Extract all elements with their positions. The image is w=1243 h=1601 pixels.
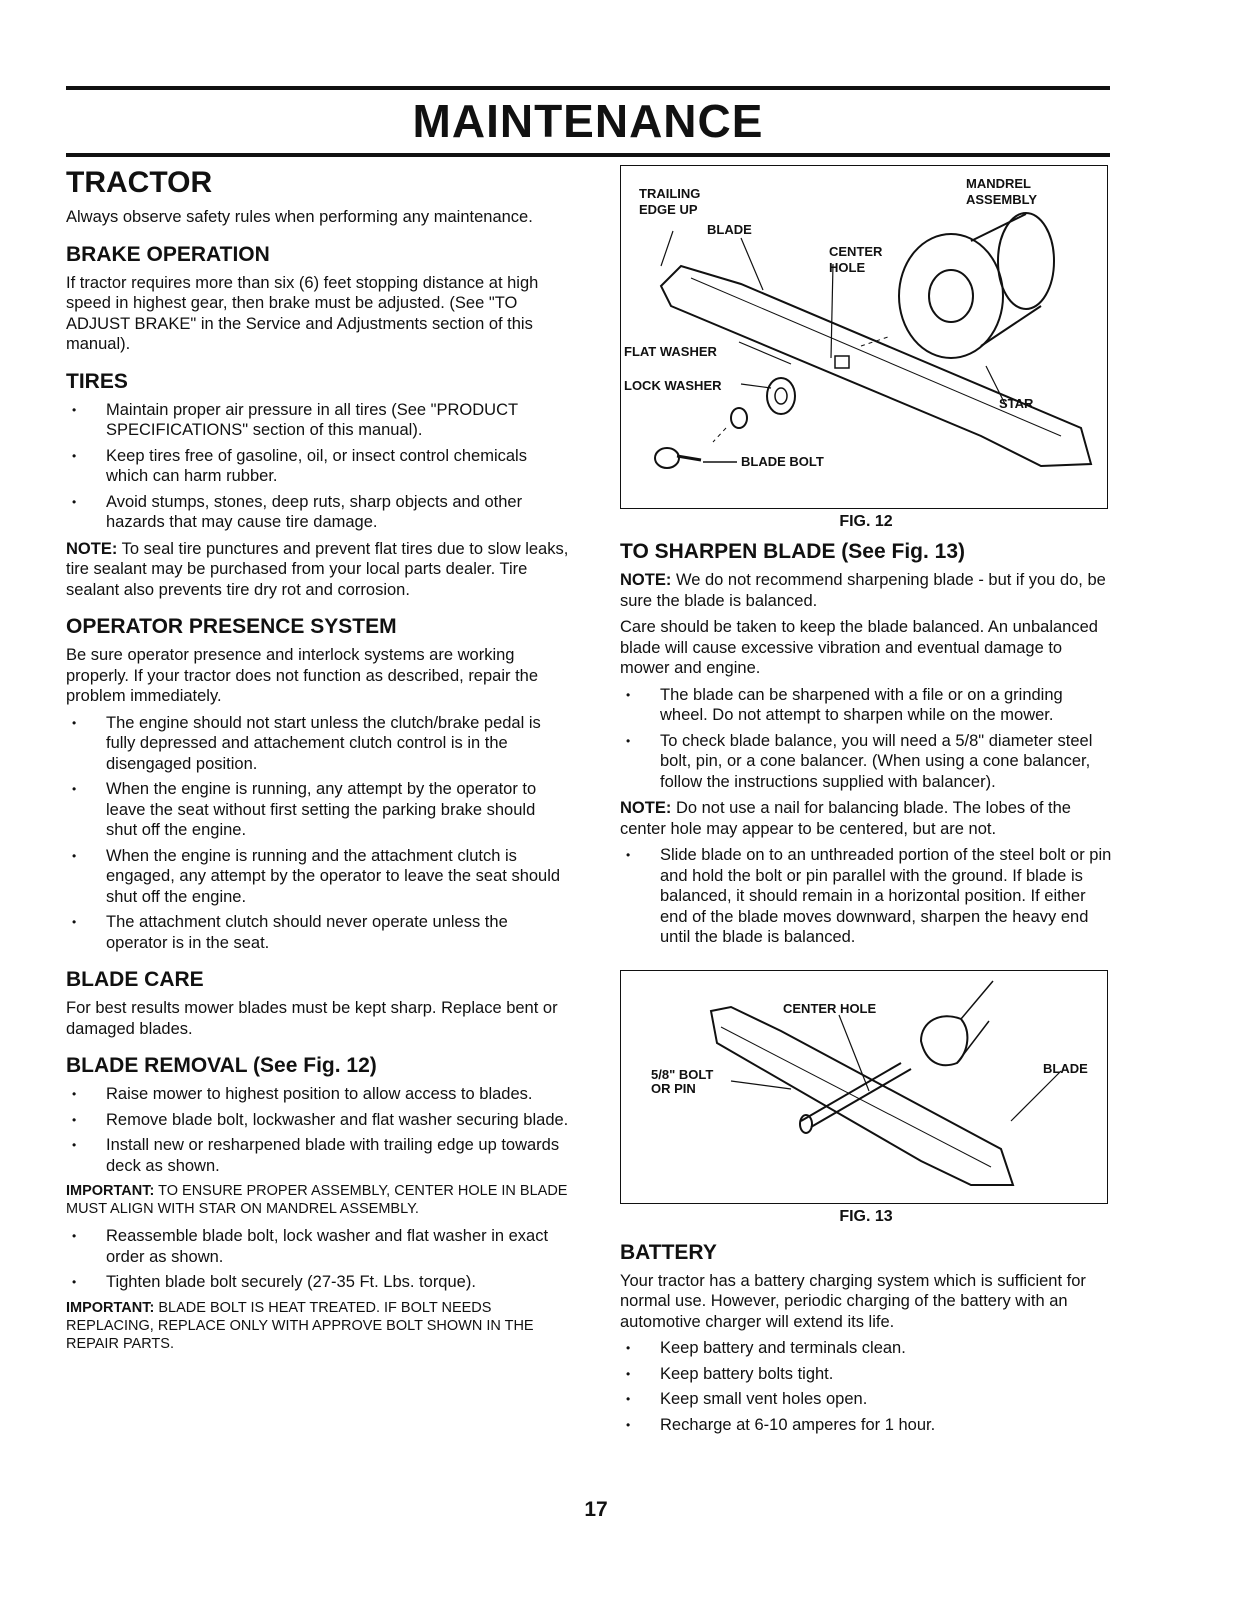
list-item: • When the engine is running and the attachment clutch is engaged, any attempt by the operator to leave the seat should shut off the engine.: [66, 846, 570, 908]
note-text: Do not use a nail for balancing blade. The lobes of the center hole may appear to be centered, but are not.: [620, 799, 1071, 838]
important-assembly-note: [66, 1182, 570, 1218]
figure-12-caption: FIG. 12: [839, 513, 893, 530]
note-label: NOTE:: [620, 571, 672, 589]
left-column: [66, 165, 570, 1361]
top-rule: [66, 86, 1110, 90]
list-item: • Maintain proper air pressure in all tires (See "PRODUCT SPECIFICATIONS" section of this manual).: [66, 400, 570, 441]
blade-reassembly-list: [66, 1226, 570, 1293]
tires-list: [66, 400, 570, 533]
list-item: • The engine should not start unless the clutch/brake pedal is fully depressed and attachement clutch control is in the disengaged position.: [66, 713, 570, 775]
blade-label: BLADE: [1043, 1060, 1088, 1076]
brake-text: If tractor requires more than six (6) feet stopping distance at high speed in highest gear, then brake must be adjusted. (See "TO ADJUST BRAKE" in the Service and Adjustments section of this manual).: [66, 273, 539, 353]
figure-13: [620, 970, 1108, 1204]
tractor-intro: Always observe safety rules when performing any maintenance.: [66, 208, 533, 226]
figure-13-caption: FIG. 13: [839, 1207, 893, 1225]
list-item: • To check blade balance, you will need a 5/8" diameter steel bolt, pin, or a cone balancer. (When using a cone balancer, follow the instructions supplied with balancer).: [620, 731, 1112, 793]
title-rule: [66, 153, 1110, 157]
blade-label: BLADE: [707, 222, 752, 237]
edge-up-label: EDGE UP: [639, 202, 698, 217]
tires-heading: TIRES: [66, 369, 128, 393]
balance-note: [620, 798, 1112, 839]
assembly-label: ASSEMBLY: [966, 192, 1038, 207]
tractor-heading: TRACTOR: [66, 166, 213, 199]
battery-list: [620, 1338, 1112, 1435]
hole-label: HOLE: [829, 260, 866, 275]
sharpen-note: [620, 570, 1112, 611]
figure-12: [620, 165, 1108, 509]
important-bolt-note: [66, 1299, 570, 1353]
blade-bolt-label: BLADE BOLT: [741, 454, 824, 469]
list-item: • Raise mower to highest position to allow access to blades.: [66, 1084, 570, 1105]
center-hole-label: CENTER HOLE: [783, 1000, 877, 1016]
note-text: To seal tire punctures and prevent flat tires due to slow leaks, tire sealant may be purchased from your local parts dealer. Tire sealant also prevents tire dry rot and corrosion.: [66, 539, 569, 599]
battery-text: Your tractor has a battery charging system which is sufficient for normal use. However, periodic charging of the battery with an automotive charger will extend its life.: [620, 1271, 1086, 1331]
or-pin-label: OR PIN: [651, 1080, 696, 1096]
list-item: • The attachment clutch should never operate unless the operator is in the seat.: [66, 912, 570, 953]
important-text: TO ENSURE PROPER ASSEMBLY, CENTER HOLE IN BLADE MUST ALIGN WITH STAR ON MANDREL ASSEMBLY.: [66, 1183, 568, 1217]
sharpen-heading: TO SHARPEN BLADE (See Fig. 13): [620, 540, 966, 563]
page-number: 17: [584, 1498, 608, 1521]
blade-care-heading: BLADE CARE: [66, 968, 204, 991]
list-item: • Keep battery and terminals clean.: [620, 1338, 1112, 1359]
sharpen-list: [620, 685, 1112, 793]
star-label: STAR: [999, 396, 1034, 411]
list-item: • Recharge at 6-10 amperes for 1 hour.: [620, 1415, 1112, 1436]
list-item: • Install new or resharpened blade with trailing edge up towards deck as shown.: [66, 1135, 570, 1176]
important-label: IMPORTANT:: [66, 1183, 155, 1199]
list-item: • Reassemble blade bolt, lock washer and flat washer in exact order as shown.: [66, 1226, 570, 1267]
blade-care-text: For best results mower blades must be kept sharp. Replace bent or damaged blades.: [66, 999, 558, 1038]
note-label: NOTE:: [620, 799, 672, 817]
blade-removal-list: [66, 1084, 570, 1176]
blade-assembly-illustration: [621, 166, 1107, 508]
lock-washer-label: LOCK WASHER: [624, 378, 722, 393]
important-label: IMPORTANT:: [66, 1299, 155, 1316]
operator-presence-text: Be sure operator presence and interlock systems are working properly. If your tractor does not function as described, repair the problem immediately.: [66, 646, 539, 705]
list-item: • Remove blade bolt, lockwasher and flat washer securing blade.: [66, 1110, 570, 1131]
list-item: • Keep small vent holes open.: [620, 1389, 1112, 1410]
note-text: We do not recommend sharpening blade - but if you do, be sure the blade is balanced.: [620, 571, 1106, 610]
mandrel-label: MANDREL: [966, 176, 1031, 191]
important-text: BLADE BOLT IS HEAT TREATED. IF BOLT NEEDS REPLACING, REPLACE ONLY WITH APPROVE BOLT SHOWN IN THE REPAIR PARTS.: [66, 1299, 534, 1352]
tires-note: [66, 539, 570, 601]
operator-presence-list: [66, 713, 570, 954]
list-item: • Slide blade on to an unthreaded portion of the steel bolt or pin and hold the bolt or pin parallel with the ground. If blade is balanced, it should remain in a horizontal position. If either end of the blade moves downward, sharpen the heavy end until the blade is balanced.: [620, 845, 1112, 948]
blade-removal-heading: BLADE REMOVAL (See Fig. 12): [66, 1054, 377, 1077]
trailing-label: TRAILING: [639, 186, 701, 201]
flat-washer-label: FLAT WASHER: [624, 344, 717, 359]
list-item: • Avoid stumps, stones, deep ruts, sharp objects and other hazards that may cause tire damage.: [66, 492, 570, 533]
list-item: • The blade can be sharpened with a file or on a grinding wheel. Do not attempt to sharpen while on the mower.: [620, 685, 1112, 726]
center-label: CENTER: [829, 244, 883, 259]
operator-presence-heading: OPERATOR PRESENCE SYSTEM: [66, 615, 397, 638]
right-column: [620, 165, 1112, 1441]
balance-list: [620, 845, 1112, 948]
battery-heading: BATTERY: [620, 1240, 717, 1264]
page-title: MAINTENANCE: [412, 95, 764, 147]
list-item: • When the engine is running, any attempt by the operator to leave the seat without first setting the parking brake should shut off the engine.: [66, 779, 570, 841]
list-item: • Keep battery bolts tight.: [620, 1364, 1112, 1385]
sharpen-text: Care should be taken to keep the blade balanced. An unbalanced blade will cause excessive vibration and eventual damage to mower and engine.: [620, 618, 1098, 677]
list-item: • Tighten blade bolt securely (27-35 Ft. Lbs. torque).: [66, 1272, 570, 1293]
note-label: NOTE:: [66, 539, 118, 558]
list-item: • Keep tires free of gasoline, oil, or insect control chemicals which can harm rubber.: [66, 446, 570, 487]
bolt-label: 5/8" BOLT: [651, 1066, 714, 1082]
brake-heading: BRAKE OPERATION: [66, 242, 270, 266]
